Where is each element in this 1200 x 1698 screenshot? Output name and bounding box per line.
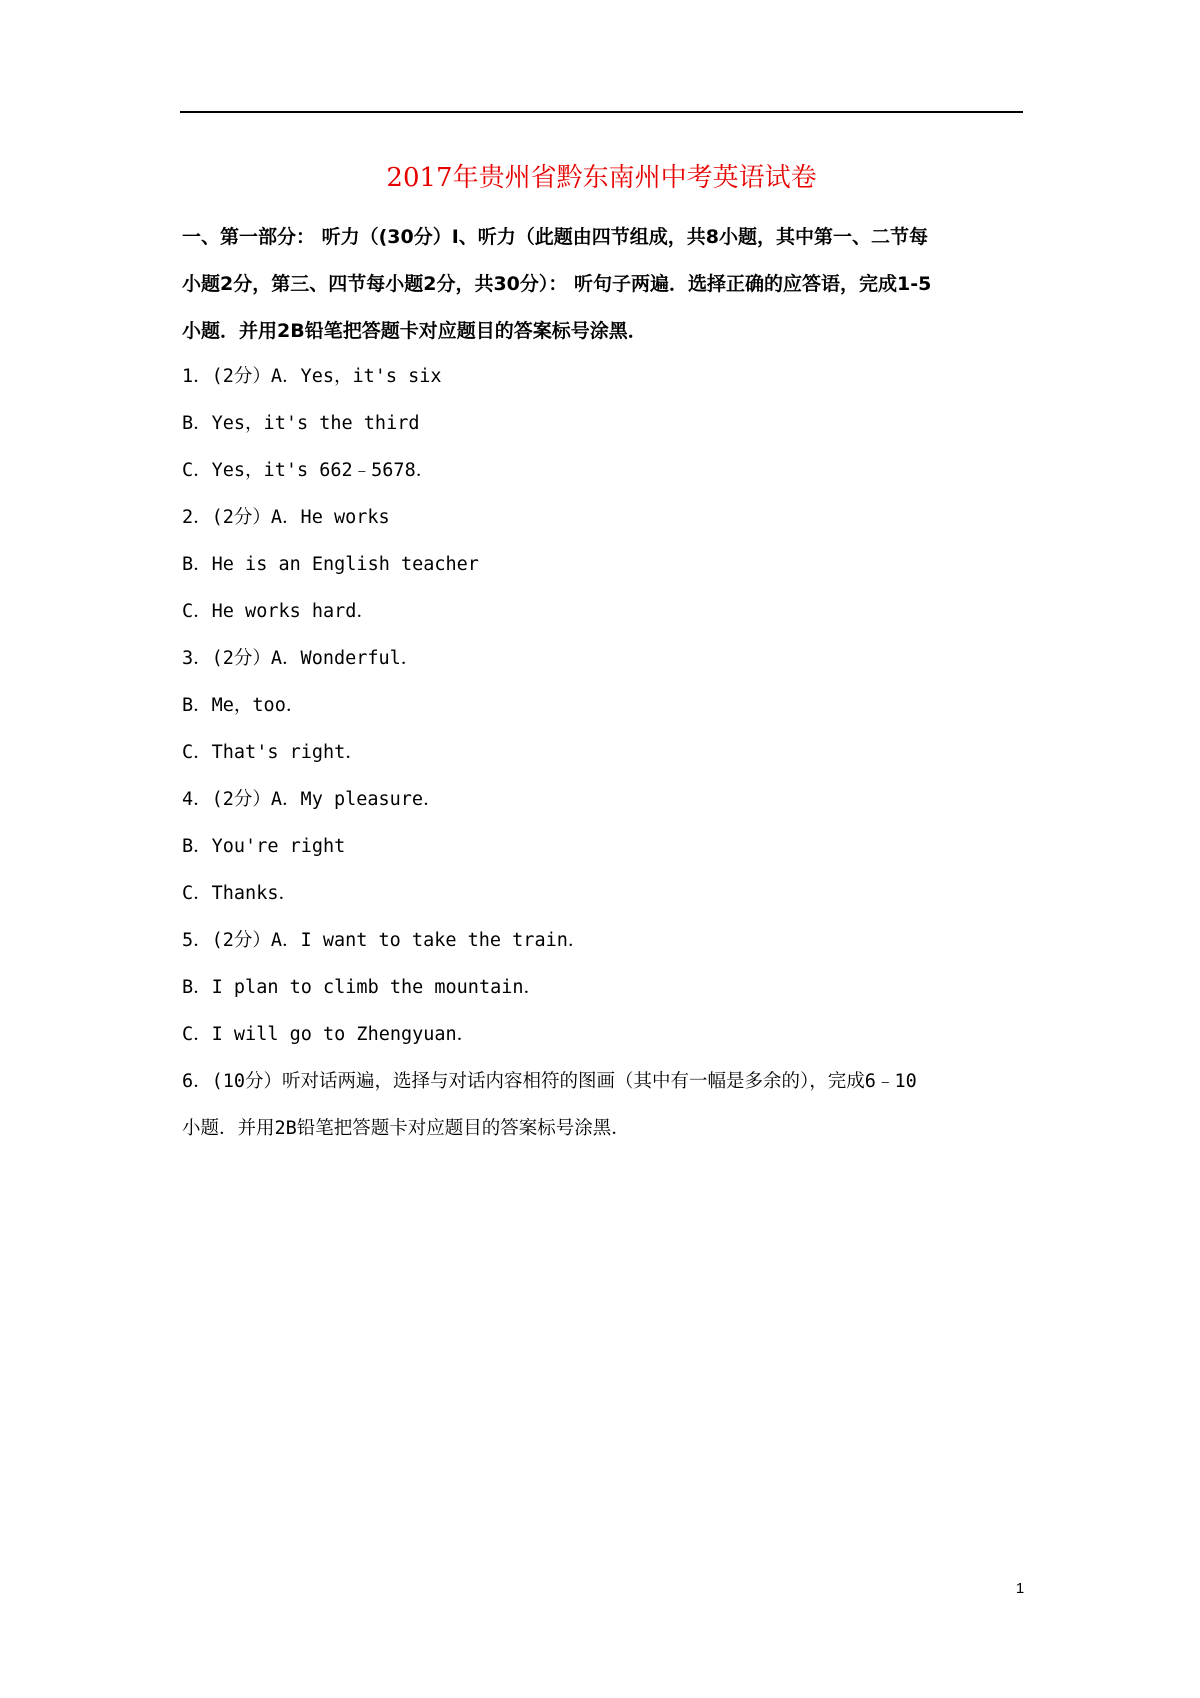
question-3-option-b: B．Me，too．	[182, 695, 305, 716]
question-2-option-c: C．He works hard．	[182, 601, 375, 622]
page-number: 1	[1015, 1580, 1025, 1597]
question-5-option-c: C．I will go to Zhengyuan．	[182, 1024, 476, 1045]
question-5-option-a: 5．(2分）A．I want to take the train．	[182, 930, 587, 951]
question-4-option-a: 4．(2分）A．My pleasure．	[182, 789, 442, 810]
question-4-option-b: B．You're right	[182, 836, 346, 857]
question-1-option-b: B．Yes，it's the third	[182, 413, 420, 434]
question-6-instruction-continued: 小题．并用2B铅笔把答题卡对应题目的答案标号涂黑．	[182, 1118, 630, 1139]
question-6-instruction: 6．(10分）听对话两遍，选择与对话内容相符的图画（其中有一幅是多余的），完成6﹣10	[182, 1071, 917, 1092]
question-2-option-a: 2．(2分）A．He works	[182, 507, 390, 528]
question-3-option-a: 3．(2分）A．Wonderful．	[182, 648, 420, 669]
question-4-option-c: C．Thanks．	[182, 883, 297, 904]
question-5-option-b: B．I plan to climb the mountain．	[182, 977, 543, 998]
section-intro	[182, 214, 1025, 355]
question-2-option-b: B．He is an English teacher	[182, 554, 479, 575]
section-intro-line: 小题2分，第三、四节每小题2分，共30分）： 听句子两遍．选择正确的应答语，完成1-5	[182, 273, 932, 295]
header-rule	[180, 111, 1023, 113]
question-1-option-c: C．Yes，it's 662﹣5678．	[182, 460, 435, 481]
question-1-option-a: 1．(2分）A．Yes，it's six	[182, 366, 442, 387]
section-intro-line: 小题．并用2B铅笔把答题卡对应题目的答案标号涂黑．	[182, 320, 647, 342]
question-3-option-c: C．That's right．	[182, 742, 364, 763]
page-title: 2017年贵州省黔东南州中考英语试卷	[386, 163, 817, 193]
section-intro-line: 一、第一部分： 听力（(30分）I、听力（此题由四节组成，共8小题，其中第一、二节每	[182, 226, 929, 248]
